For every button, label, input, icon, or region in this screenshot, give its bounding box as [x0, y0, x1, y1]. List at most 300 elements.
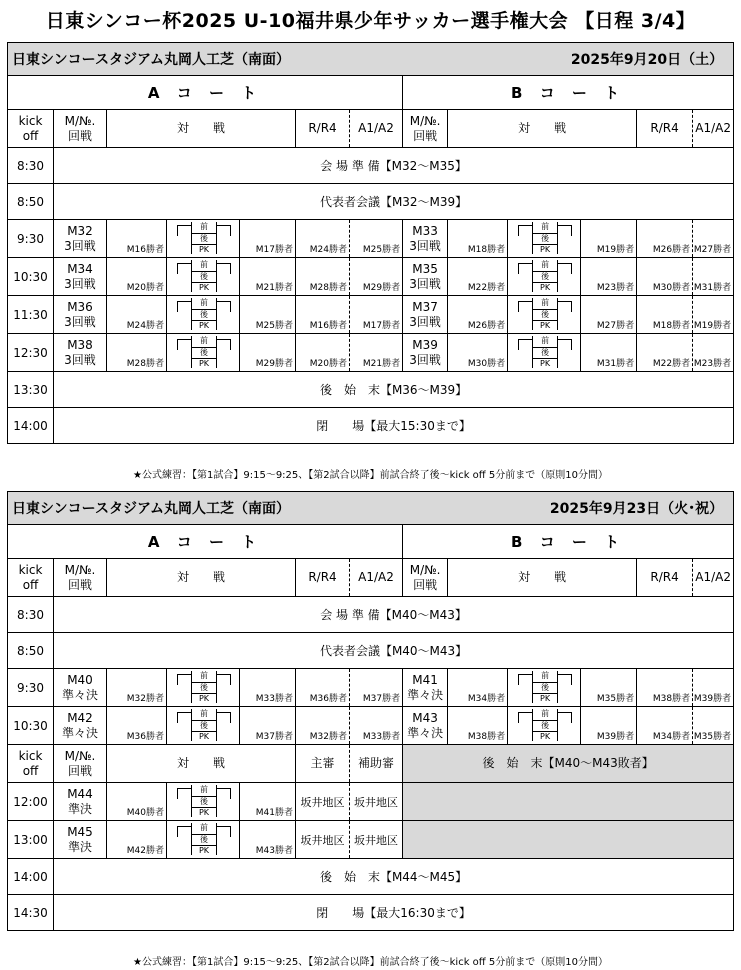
bracket-line-left [518, 263, 533, 274]
referee-team-rr: M16勝者 [296, 296, 350, 334]
bracket-line-left [177, 788, 192, 799]
score-cell [508, 220, 581, 258]
match-number [54, 783, 107, 821]
score-box [191, 823, 217, 855]
referee-team-aa: M33勝者 [350, 707, 403, 745]
score-label: 前 [192, 336, 216, 348]
match-date: 2025年9月20日（土） [403, 43, 734, 76]
court-b-header: B コ ー ト [403, 76, 734, 110]
score-box [532, 336, 558, 368]
team-left: M30勝者 [448, 334, 508, 372]
match-no-header-line2: 回戦 [67, 128, 92, 143]
bracket-line-left [518, 674, 533, 685]
match-number [403, 334, 448, 372]
kick-off-time: 12:30 [8, 334, 54, 372]
match-number-line1: M40 [67, 672, 93, 687]
team-right: M25勝者 [240, 296, 296, 334]
team-left: M34勝者 [448, 669, 508, 707]
referee-team-aa: M31勝者 [693, 258, 734, 296]
score-label: 後 [192, 348, 216, 360]
score-label: 前 [192, 709, 216, 721]
score-cell [167, 669, 240, 707]
score-label: PK [540, 359, 551, 369]
kick-off-time: 14:00 [8, 408, 54, 444]
kick-off-time: 14:00 [8, 859, 54, 895]
practice-note-1: ★公式練習：【第1試合】9:15～9:25、【第2試合以降】前試合終了後～kick off 5分前まで（原則10分間） [133, 470, 608, 481]
match-no-header-line1: M/№. [64, 113, 96, 128]
match-row [8, 669, 734, 707]
match-number [403, 669, 448, 707]
bracket-line-left [177, 712, 192, 723]
bracket-line-right [216, 788, 231, 799]
score-box [532, 671, 558, 703]
match-number-line2: 準決 [67, 801, 92, 816]
kick-off-time: 11:30 [8, 296, 54, 334]
timeline-row [8, 859, 734, 895]
score-label: PK [198, 245, 210, 255]
score-label: PK [540, 283, 551, 293]
match-no-header [54, 559, 107, 597]
match-row [8, 707, 734, 745]
score-box [191, 298, 217, 330]
match-number [403, 258, 448, 296]
score-label: PK [540, 245, 551, 255]
kick-off-time: 9:30 [8, 669, 54, 707]
rr-header: R/R4 [296, 110, 350, 148]
team-left: M16勝者 [107, 220, 167, 258]
score-cell [508, 707, 581, 745]
venue-row [8, 492, 734, 525]
timeline-row [8, 597, 734, 633]
match-number-line1: M34 [67, 261, 93, 276]
venue-name: 日東シンコースタジアム丸岡人工芝（南面） [8, 43, 403, 76]
referee: 坂井地区 [296, 783, 350, 821]
score-box [532, 260, 558, 292]
schedule-day-2 [7, 491, 733, 931]
kick-off-time: 13:00 [8, 821, 54, 859]
score-label: PK [540, 732, 551, 742]
match-no-header [403, 559, 448, 597]
kick-off-time: 8:50 [8, 633, 54, 669]
team-left: M38勝者 [448, 707, 508, 745]
score-cell [167, 821, 240, 859]
bracket-line-left [177, 263, 192, 274]
timeline-row [8, 148, 734, 184]
score-label: 後 [192, 683, 216, 695]
match-number-line1: M38 [67, 337, 93, 352]
timeline-row [8, 408, 734, 444]
kick-off-header [8, 110, 54, 148]
match-number-line1: M35 [412, 261, 438, 276]
score-cell [167, 783, 240, 821]
team-right: M37勝者 [240, 707, 296, 745]
aa-header: A1/A2 [350, 559, 403, 597]
team-right: M43勝者 [240, 821, 296, 859]
referee-team-aa: M37勝者 [350, 669, 403, 707]
bracket-line-left [177, 826, 192, 837]
score-label: 前 [533, 298, 557, 310]
team-left: M28勝者 [107, 334, 167, 372]
referee-team-aa: M29勝者 [350, 258, 403, 296]
match-number-line1: M44 [67, 786, 93, 801]
referee-team-aa: M27勝者 [693, 220, 734, 258]
kick-off-header [8, 745, 54, 783]
court-row [8, 76, 734, 110]
score-label: 前 [533, 709, 557, 721]
timeline-event: 代表者会議【M40～M43】 [54, 633, 734, 669]
bracket-line-right [557, 674, 572, 685]
kick-off-time: 13:30 [8, 372, 54, 408]
team-left: M18勝者 [448, 220, 508, 258]
timeline-event: 後 始 末【M36～M39】 [54, 372, 734, 408]
score-label: 前 [192, 222, 216, 234]
match-number-line1: M33 [412, 223, 438, 238]
kick-off-time: 9:30 [8, 220, 54, 258]
match-no-header-b-line1: M/№. [409, 562, 441, 577]
referee-team-rr: M30勝者 [637, 258, 693, 296]
match-number [54, 296, 107, 334]
match-number-line1: M43 [412, 710, 438, 725]
match-number-line2: 準々決 [407, 725, 444, 740]
referee-team-rr: M18勝者 [637, 296, 693, 334]
match-no-header-line2: 回戦 [67, 763, 92, 778]
assistant-header: 補助審 [350, 745, 403, 783]
team-right: M31勝者 [581, 334, 637, 372]
team-left: M36勝者 [107, 707, 167, 745]
score-label: PK [198, 846, 210, 856]
bracket-line-left [177, 301, 192, 312]
timeline-row [8, 184, 734, 220]
score-label: 後 [533, 310, 557, 322]
match-number [54, 821, 107, 859]
match-number [54, 258, 107, 296]
team-left: M24勝者 [107, 296, 167, 334]
timeline-event: 閉 場【最大16:30まで】 [54, 895, 734, 931]
match-no-header [54, 745, 107, 783]
bracket-line-right [216, 263, 231, 274]
court-a-header: A コ ー ト [8, 76, 403, 110]
score-label: PK [198, 283, 210, 293]
score-label: 後 [192, 234, 216, 246]
bracket-line-left [518, 339, 533, 350]
score-label: 前 [533, 260, 557, 272]
match-number [54, 669, 107, 707]
semifinal-row [8, 821, 734, 859]
timeline-row [8, 372, 734, 408]
aa-header: A1/A2 [350, 110, 403, 148]
court-b-event: 後 始 末【M40～M43敗者】 [403, 745, 734, 783]
team-right: M19勝者 [581, 220, 637, 258]
match-number-line2: 3回戦 [409, 276, 441, 291]
venue-name: 日東シンコースタジアム丸岡人工芝（南面） [8, 492, 403, 525]
match-number [403, 220, 448, 258]
bracket-line-right [557, 263, 572, 274]
rr-header: R/R4 [637, 110, 693, 148]
team-left: M32勝者 [107, 669, 167, 707]
team-right: M39勝者 [581, 707, 637, 745]
practice-note-2: ★公式練習：【第1試合】9:15～9:25、【第2試合以降】前試合終了後～kick off 5分前まで（原則10分間） [133, 957, 608, 968]
match-header: 対 戦 [107, 745, 296, 783]
match-number [54, 707, 107, 745]
match-number-line2: 3回戦 [409, 238, 441, 253]
bracket-line-right [557, 225, 572, 236]
team-right: M29勝者 [240, 334, 296, 372]
referee-team-rr: M20勝者 [296, 334, 350, 372]
aa-header: A1/A2 [693, 559, 734, 597]
page-title: 日東シンコー杯2025 U-10福井県少年サッカー選手権大会 【日程 3/4】 [45, 10, 696, 32]
score-cell [167, 707, 240, 745]
match-number-line1: M32 [67, 223, 93, 238]
team-left: M40勝者 [107, 783, 167, 821]
score-label: 前 [192, 298, 216, 310]
score-label: PK [198, 808, 210, 818]
timeline-event: 閉 場【最大15:30まで】 [54, 408, 734, 444]
match-header: 対 戦 [107, 559, 296, 597]
team-right: M23勝者 [581, 258, 637, 296]
match-row [8, 296, 734, 334]
team-right: M17勝者 [240, 220, 296, 258]
match-number-line2: 3回戦 [64, 276, 96, 291]
timeline-row [8, 895, 734, 931]
bracket-line-right [557, 301, 572, 312]
team-left: M42勝者 [107, 821, 167, 859]
timeline-event: 会 場 準 備【M32～M35】 [54, 148, 734, 184]
score-label: 前 [192, 823, 216, 835]
court-a-header: A コ ー ト [8, 525, 403, 559]
venue-row [8, 43, 734, 76]
team-right: M41勝者 [240, 783, 296, 821]
score-cell [167, 258, 240, 296]
score-label: 後 [192, 310, 216, 322]
kick-off-time: 12:00 [8, 783, 54, 821]
match-number-line1: M39 [412, 337, 438, 352]
referee-team-rr: M36勝者 [296, 669, 350, 707]
court-b-empty [403, 821, 734, 859]
referee: 坂井地区 [296, 821, 350, 859]
score-label: 前 [192, 260, 216, 272]
match-number-line2: 準決 [67, 839, 92, 854]
match-number [54, 220, 107, 258]
match-row [8, 220, 734, 258]
kick-off-time: 10:30 [8, 707, 54, 745]
score-label: PK [198, 321, 210, 331]
rr-header: R/R4 [296, 559, 350, 597]
score-box [191, 671, 217, 703]
schedule-day-1 [7, 42, 733, 444]
rr-header: R/R4 [637, 559, 693, 597]
bracket-line-right [216, 674, 231, 685]
score-cell [167, 334, 240, 372]
column-header-row [8, 110, 734, 148]
score-cell [508, 296, 581, 334]
referee-team-rr: M32勝者 [296, 707, 350, 745]
match-number-line1: M42 [67, 710, 93, 725]
score-label: 後 [533, 272, 557, 284]
match-row [8, 334, 734, 372]
bracket-line-right [216, 826, 231, 837]
score-cell [167, 296, 240, 334]
match-no-header [54, 110, 107, 148]
score-label: 後 [533, 234, 557, 246]
match-no-header-b-line2: 回戦 [413, 577, 438, 592]
score-label: 前 [533, 336, 557, 348]
score-cell [508, 669, 581, 707]
court-row [8, 525, 734, 559]
referee-team-rr: M26勝者 [637, 220, 693, 258]
score-label: 後 [192, 797, 216, 809]
kick-off-header-line1: kick [18, 113, 43, 128]
score-label: 後 [192, 835, 216, 847]
score-box [191, 709, 217, 741]
match-date: 2025年9月23日（火･祝） [403, 492, 734, 525]
score-box [532, 709, 558, 741]
score-label: PK [198, 359, 210, 369]
match-number-line1: M41 [412, 672, 438, 687]
score-label: PK [198, 694, 210, 704]
kick-off-time: 8:50 [8, 184, 54, 220]
bracket-line-right [216, 339, 231, 350]
match-number [54, 334, 107, 372]
match-number-line2: 3回戦 [64, 352, 96, 367]
score-box [191, 222, 217, 254]
match-header: 対 戦 [448, 110, 637, 148]
bracket-line-right [557, 712, 572, 723]
bracket-line-left [177, 339, 192, 350]
match-number-line1: M45 [67, 824, 93, 839]
score-label: 後 [192, 721, 216, 733]
team-left: M22勝者 [448, 258, 508, 296]
bracket-line-left [177, 225, 192, 236]
kick-off-time: 14:30 [8, 895, 54, 931]
kick-off-header-line2: off [22, 763, 39, 778]
score-label: PK [540, 321, 551, 331]
kick-off-time: 8:30 [8, 597, 54, 633]
match-header: 対 戦 [448, 559, 637, 597]
referee-team-aa: M21勝者 [350, 334, 403, 372]
timeline-event: 会 場 準 備【M40～M43】 [54, 597, 734, 633]
timeline-event: 後 始 末【M44～M45】 [54, 859, 734, 895]
court-b-header: B コ ー ト [403, 525, 734, 559]
match-number-line2: 3回戦 [64, 314, 96, 329]
bracket-line-left [177, 674, 192, 685]
score-box [532, 222, 558, 254]
score-label: 後 [192, 272, 216, 284]
score-cell [508, 334, 581, 372]
score-label: 後 [533, 683, 557, 695]
timeline-event: 代表者会議【M32～M39】 [54, 184, 734, 220]
score-box [191, 336, 217, 368]
team-left: M20勝者 [107, 258, 167, 296]
bracket-line-left [518, 225, 533, 236]
schedule-table [7, 42, 734, 444]
bracket-line-right [216, 712, 231, 723]
kick-off-header-line1: kick [18, 748, 43, 763]
match-no-header-b-line1: M/№. [409, 113, 441, 128]
assistant-referee: 坂井地区 [350, 783, 403, 821]
court-b-empty [403, 783, 734, 821]
score-label: 後 [533, 721, 557, 733]
match-number-line2: 3回戦 [409, 352, 441, 367]
referee-team-aa: M35勝者 [693, 707, 734, 745]
referee-team-rr: M28勝者 [296, 258, 350, 296]
kick-off-time: 10:30 [8, 258, 54, 296]
referee-team-rr: M38勝者 [637, 669, 693, 707]
match-number-line1: M37 [412, 299, 438, 314]
semifinal-row [8, 783, 734, 821]
kick-off-header-line2: off [22, 577, 39, 592]
match-number-line2: 準々決 [61, 687, 98, 702]
referee-header: 主審 [296, 745, 350, 783]
score-box [191, 785, 217, 817]
match-header: 対 戦 [107, 110, 296, 148]
team-right: M21勝者 [240, 258, 296, 296]
referee-team-rr: M34勝者 [637, 707, 693, 745]
referee-team-rr: M22勝者 [637, 334, 693, 372]
match-number-line2: 準々決 [61, 725, 98, 740]
bracket-line-right [557, 339, 572, 350]
match-no-header-line1: M/№. [64, 748, 96, 763]
referee-team-aa: M17勝者 [350, 296, 403, 334]
column-header-row [8, 745, 734, 783]
score-label: 前 [192, 671, 216, 683]
match-number-line2: 準々決 [407, 687, 444, 702]
match-row [8, 258, 734, 296]
score-cell [167, 220, 240, 258]
match-no-header [403, 110, 448, 148]
bracket-line-right [216, 225, 231, 236]
team-right: M35勝者 [581, 669, 637, 707]
score-label: PK [540, 694, 551, 704]
score-label: 前 [533, 222, 557, 234]
kick-off-time: 8:30 [8, 148, 54, 184]
column-header-row [8, 559, 734, 597]
kick-off-header-line1: kick [18, 562, 43, 577]
match-no-header-line2: 回戦 [67, 577, 92, 592]
assistant-referee: 坂井地区 [350, 821, 403, 859]
match-number [403, 707, 448, 745]
referee-team-aa: M25勝者 [350, 220, 403, 258]
match-number [403, 296, 448, 334]
score-label: 後 [533, 348, 557, 360]
score-label: 前 [533, 671, 557, 683]
match-no-header-b-line2: 回戦 [413, 128, 438, 143]
score-box [191, 260, 217, 292]
referee-team-aa: M23勝者 [693, 334, 734, 372]
kick-off-header-line2: off [22, 128, 39, 143]
referee-team-aa: M39勝者 [693, 669, 734, 707]
match-number-line2: 3回戦 [409, 314, 441, 329]
match-no-header-line1: M/№. [64, 562, 96, 577]
kick-off-header [8, 559, 54, 597]
schedule-table [7, 491, 734, 931]
match-number-line1: M36 [67, 299, 93, 314]
timeline-row [8, 633, 734, 669]
score-box [532, 298, 558, 330]
score-label: PK [198, 732, 210, 742]
referee-team-aa: M19勝者 [693, 296, 734, 334]
score-cell [508, 258, 581, 296]
team-right: M27勝者 [581, 296, 637, 334]
bracket-line-left [518, 301, 533, 312]
team-right: M33勝者 [240, 669, 296, 707]
score-label: 前 [192, 785, 216, 797]
aa-header: A1/A2 [693, 110, 734, 148]
match-number-line2: 3回戦 [64, 238, 96, 253]
team-left: M26勝者 [448, 296, 508, 334]
bracket-line-left [518, 712, 533, 723]
referee-team-rr: M24勝者 [296, 220, 350, 258]
bracket-line-right [216, 301, 231, 312]
